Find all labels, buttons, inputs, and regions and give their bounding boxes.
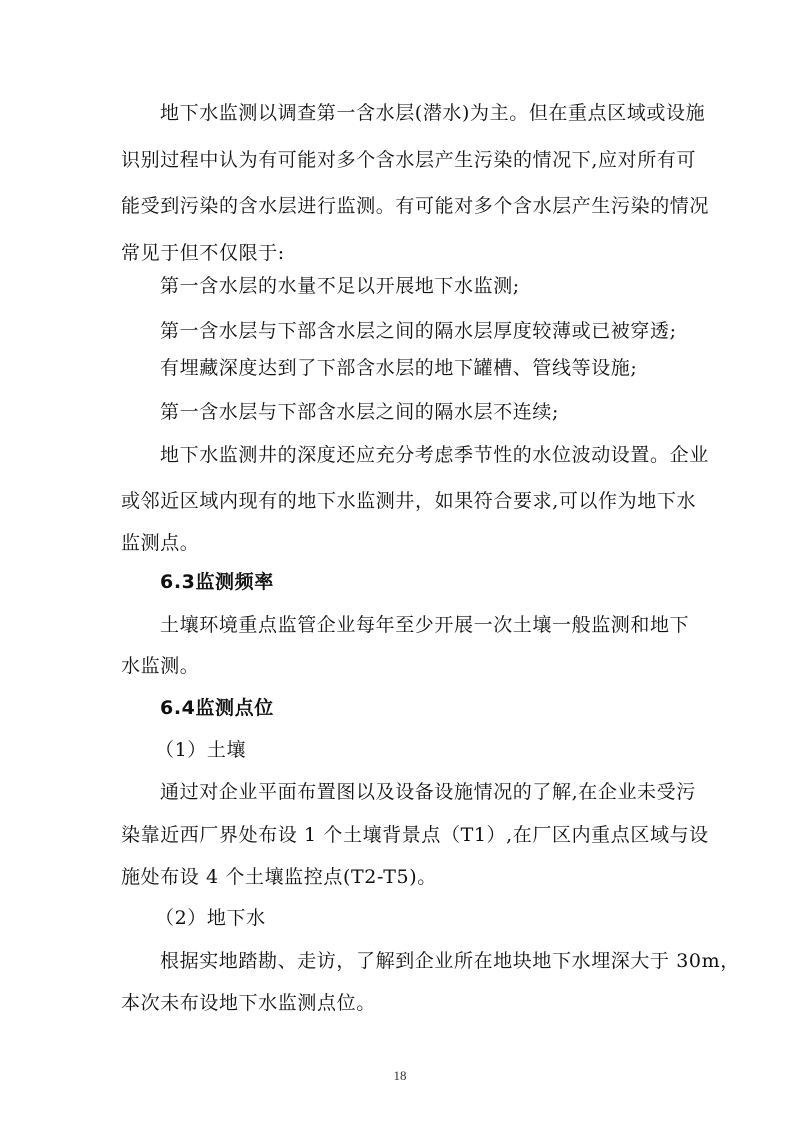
section-heading-6-3: 6.3监测频率	[160, 571, 274, 593]
list-item-3: 有埋藏深度达到了下部含水层的地下罐槽、管线等设施;	[160, 357, 638, 379]
paragraph-2-line-2: 或邻近区域内现有的地下水监测井，如果符合要求,可以作为地下水	[121, 490, 697, 512]
list-item-2: 第一含水层与下部含水层之间的隔水层厚度较薄或已被穿透;	[160, 320, 677, 342]
paragraph-1-line-4: 常见于但不仅限于:	[121, 242, 285, 264]
subsection-soil: （1）土壤	[155, 739, 247, 761]
paragraph-4-line-1: 通过对企业平面布置图以及设备设施情况的了解,在企业未受污	[160, 781, 696, 803]
paragraph-1-line-3: 能受到污染的含水层进行监测。有可能对多个含水层产生污染的情况	[121, 195, 710, 217]
paragraph-4-line-2: 染靠近西厂界处布设 1 个土壤背景点（T1）,在厂区内重点区域与设	[121, 824, 709, 846]
subsection-groundwater: （2）地下水	[155, 907, 266, 929]
section-heading-6-4: 6.4监测点位	[160, 697, 274, 719]
paragraph-3-line-2: 水监测。	[121, 655, 200, 677]
paragraph-3-line-1: 土壤环境重点监管企业每年至少开展一次土壤一般监测和地下	[160, 614, 690, 636]
list-item-1: 第一含水层的水量不足以开展地下水监测;	[160, 275, 520, 297]
paragraph-5-line-1: 根据实地踏勘、走访，了解到企业所在地块地下水埋深大于 30m，	[160, 950, 740, 972]
paragraph-4-line-3: 施处布设 4 个土壤监控点(T2-T5)。	[121, 866, 437, 888]
paragraph-5-line-2: 本次未布设地下水监测点位。	[121, 992, 376, 1014]
list-item-4: 第一含水层与下部含水层之间的隔水层不连续;	[160, 401, 560, 423]
paragraph-2-line-3: 监测点。	[121, 532, 200, 554]
paragraph-1-line-1: 地下水监测以调查第一含水层(潜水)为主。但在重点区域或设施	[160, 102, 706, 124]
paragraph-1-line-2: 识别过程中认为有可能对多个含水层产生污染的情况下,应对所有可	[121, 149, 697, 171]
paragraph-2-line-1: 地下水监测井的深度还应充分考虑季节性的水位波动设置。企业	[160, 444, 709, 466]
page-number: 18	[393, 1068, 407, 1083]
